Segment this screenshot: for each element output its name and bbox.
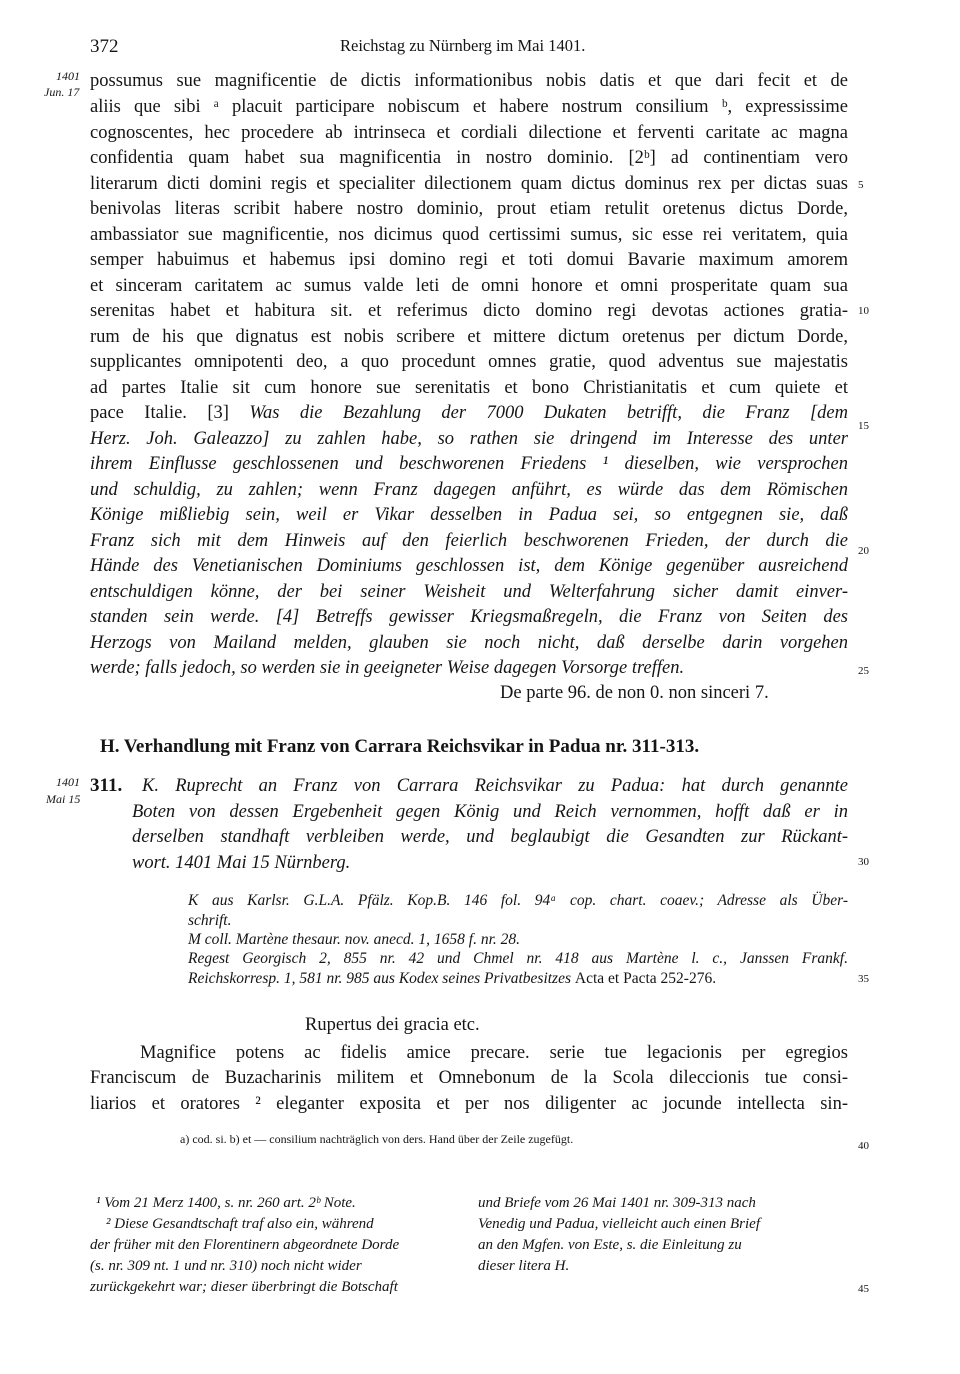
body-line: supplicantes omnipotenti deo, a quo procedunt omnes gratie, quod adventus sue majestatis xyxy=(90,352,848,372)
summary-line: Herzogs von Mailand melden, glauben sie noch nicht, daß derselbe darin vorgehen xyxy=(90,633,848,653)
body-line: cognoscentes, hec procedere ab intrinseca et cordiali dilectione et ferventi caritate ac magna xyxy=(90,123,848,143)
source-line xyxy=(188,969,848,989)
source-archive: Acta et Pacta 252-276. xyxy=(574,970,717,987)
source-text: schrift. xyxy=(188,912,232,929)
line-number: 20 xyxy=(858,545,869,557)
body-line: aliis que sibi ᵃ placuit participare nobiscum et habere nostrum consilium ᵇ, expressissime xyxy=(90,97,848,117)
footnote-line: Venedig und Padua, vielleicht auch einen Brief xyxy=(478,1216,760,1232)
source-line xyxy=(188,891,848,911)
summary-line: Könige mißliebig sein, weil er Vikar desselben in Padua sei, so entgegnen sie, daß xyxy=(90,505,848,525)
source-text: Regest Georgisch 2, 855 nr. 42 und Chmel nr. 418 aus Martène l. c., Janssen Frankf. xyxy=(188,950,848,967)
summary-line: entschuldigen könne, der bei seiner Weisheit und Welterfahrung sicher damit einver- xyxy=(90,582,848,602)
line-number: 40 xyxy=(858,1140,869,1152)
footnote-line: an den Mgfen. von Este, s. die Einleitung zu xyxy=(478,1237,742,1253)
footnote-line: ¹ Vom 21 Merz 1400, s. nr. 260 art. 2ᵇ Note. xyxy=(96,1195,356,1211)
source-text: Reichskorresp. 1, 581 nr. 985 aus Kodex seines Privatbesitzes xyxy=(188,970,575,987)
summary-line: standen sein werde. [4] Betreffs gewisser Kriegsmaßregeln, die Franz von Seiten des xyxy=(90,607,848,627)
body-line: semper habuimus et habemus ipsi domino regi et toti domui Bavarie maximum amorem xyxy=(90,250,848,270)
line-number: 15 xyxy=(858,420,869,432)
source-line xyxy=(188,949,848,969)
margin-date: Mai 15 xyxy=(46,792,81,806)
line-number: 5 xyxy=(858,179,864,191)
body-line: ambassiator sue magnificentie, nos dicimus quod certissimi sumus, sic esse rei veritatem, quia xyxy=(90,225,848,245)
roman-segment: pace Italie. [3] xyxy=(90,403,250,423)
page-number: 372 xyxy=(90,36,119,57)
letter-line: Magnifice potens ac fidelis amice precare. serie tue legacionis per egregios xyxy=(140,1043,848,1063)
letter-line: liarios et oratores ² eleganter exposita et per nos diligenter ac jocunde intellecta sin- xyxy=(90,1094,848,1114)
letter-line: Franciscum de Buzacharinis militem et Omnebonum de la Scola dileccionis tue consi- xyxy=(90,1068,848,1088)
line-number: 25 xyxy=(858,665,869,677)
margin-year: 1401 xyxy=(56,69,80,83)
body-line: rum de his que dignatus est nobis scribere et mittere dictum oretenus per dictum Dorde, xyxy=(90,327,848,347)
line-number: 30 xyxy=(858,856,869,868)
vote-line: De parte 96. de non 0. non sinceri 7. xyxy=(500,683,769,703)
document-number: 311. xyxy=(90,775,123,796)
critical-apparatus: a) cod. si. b) et — consilium nachträglich von ders. Hand über der Zeile zugefügt. xyxy=(180,1132,574,1146)
source-text: M coll. Martène thesaur. nov. anecd. 1, 1658 f. nr. 28. xyxy=(188,931,521,948)
running-title: Reichstag zu Nürnberg im Mai 1401. xyxy=(340,36,586,55)
footnote-line: und Briefe vom 26 Mai 1401 nr. 309-313 nach xyxy=(478,1195,756,1211)
body-line: serenitas habet et habitura sit. et referimus dicto domino regi devotas actiones gratia- xyxy=(90,301,848,321)
footnote-line: ² Diese Gesandtschaft traf also ein, während xyxy=(106,1216,374,1232)
source-text: K aus Karlsr. G.L.A. Pfälz. Kop.B. 146 fol. 94ᵃ cop. chart. coaev.; Adresse als Über- xyxy=(188,892,848,909)
source-line xyxy=(188,911,848,931)
summary-line: und schuldig, zu zahlen; wenn Franz dagegen anführt, es würde das dem Römischen xyxy=(90,480,848,500)
body-line-mixed xyxy=(90,402,848,424)
source-line xyxy=(188,930,848,950)
summary-line: ihrem Einflusse geschlossenen und beschworenen Friedens ¹ dieselben, wie versprochen xyxy=(90,454,848,474)
line-number: 45 xyxy=(858,1283,869,1295)
regest-line: K. Ruprecht an Franz von Carrara Reichsvikar zu Padua: hat durch genannte xyxy=(142,776,848,796)
body-line: possumus sue magnificentie de dictis informationibus nobis datis et que dari fecit et de xyxy=(90,71,848,91)
summary-line: Franz sich mit dem Hinweis auf den feierlich beschworenen Frieden, der durch die xyxy=(90,531,848,551)
margin-date: Jun. 17 xyxy=(44,85,80,99)
body-line: literarum dicti domini regis et specialiter dilectionem quam dictus dominus rex per dictas suas xyxy=(90,174,848,194)
footnote-line: zurückgekehrt war; dieser überbringt die Botschaft xyxy=(90,1279,398,1295)
section-heading: H. Verhandlung mit Franz von Carrara Reichsvikar in Padua nr. 311-313. xyxy=(100,736,700,757)
footnote-line: (s. nr. 309 nt. 1 und nr. 310) noch nicht wider xyxy=(90,1258,362,1274)
body-line: et sinceram caritatem ac sumus valde leti de omni honore et omni prosperitate quam sua xyxy=(90,276,848,296)
regest-line: derselben standhaft verbleiben werde, und beglaubigt die Gesandten zur Rückant- xyxy=(132,827,848,847)
footnote-line: der früher mit den Florentinern abgeordnete Dorde xyxy=(90,1237,400,1253)
line-number: 35 xyxy=(858,973,869,985)
regest-line: wort. 1401 Mai 15 Nürnberg. xyxy=(132,853,351,873)
line-number: 10 xyxy=(858,305,869,317)
summary-line: werde; falls jedoch, so werden sie in geeigneter Weise dagegen Vorsorge treffen. xyxy=(90,658,685,678)
margin-year: 1401 xyxy=(56,775,80,789)
regest-line: Boten von dessen Ergebenheit gegen König und Reich vernommen, hofft daß er in xyxy=(132,802,848,822)
salutation: Rupertus dei gracia etc. xyxy=(305,1015,480,1035)
body-line: ad partes Italie sit cum honore sue serenitatis et bono Christianitatis et cum quiete et xyxy=(90,378,848,398)
summary-line: Herz. Joh. Galeazzo] zu zahlen habe, so rathen sie dringend im Interesse des unter xyxy=(90,429,848,449)
footnote-line: dieser litera H. xyxy=(478,1258,570,1274)
summary-line: Hände des Venetianischen Dominiums geschlossen ist, dem Könige gegenüber ausreichend xyxy=(90,556,848,576)
body-line: confidentia quam habet sua magnificentia in nostro dominio. [2ᵇ] ad continentiam vero xyxy=(90,148,848,168)
italic-segment: Was die Bezahlung der 7000 Dukaten betrifft, die Franz [dem xyxy=(249,403,848,423)
body-line: benivolas literas scribit habere nostro dominio, prout etiam retulit oretenus dictus Dorde, xyxy=(90,199,848,219)
